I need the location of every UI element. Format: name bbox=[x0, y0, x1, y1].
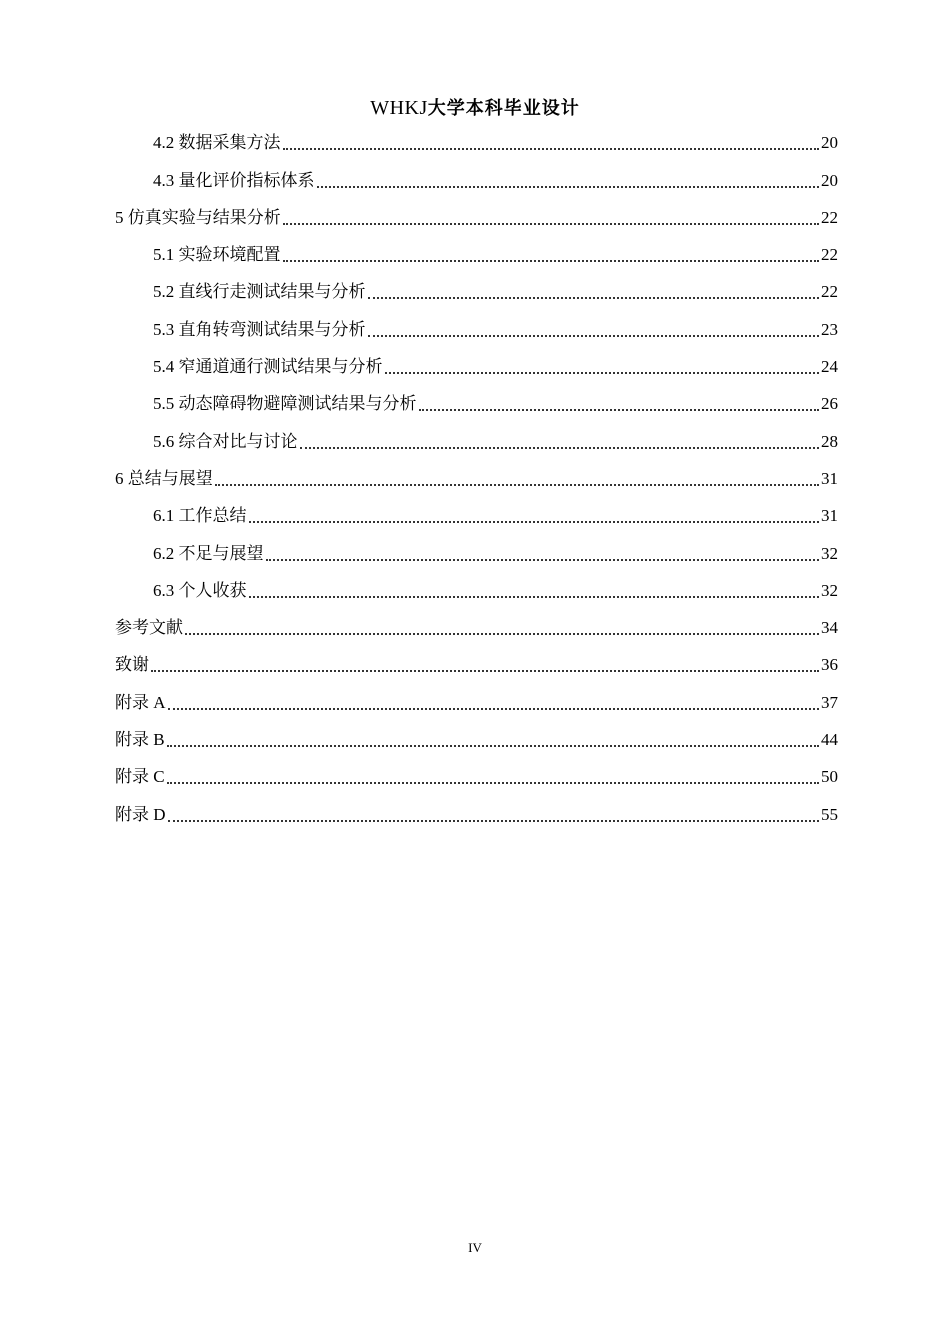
toc-leader-dots bbox=[317, 186, 820, 188]
toc-entry-page: 36 bbox=[821, 655, 838, 675]
toc-entry-page: 23 bbox=[821, 319, 838, 339]
toc-leader-dots bbox=[283, 223, 819, 225]
toc-leader-dots bbox=[151, 670, 819, 672]
toc-entry[interactable] bbox=[115, 529, 838, 566]
toc-entry-label: 4.2 数据采集方法 bbox=[153, 133, 281, 153]
toc-entry-label: 5.6 综合对比与讨论 bbox=[153, 431, 298, 451]
toc-leader-dots bbox=[215, 484, 819, 486]
toc-entry-label: 5.3 直角转弯测试结果与分析 bbox=[153, 319, 366, 339]
toc-entry-label: 附录 D bbox=[115, 804, 166, 824]
toc-entry-label: 6.1 工作总结 bbox=[153, 506, 247, 526]
toc-entry[interactable] bbox=[115, 753, 838, 790]
toc-entry[interactable] bbox=[115, 156, 838, 193]
toc-entry-page: 55 bbox=[821, 804, 838, 824]
toc-entry[interactable] bbox=[115, 305, 838, 342]
toc-leader-dots bbox=[249, 596, 820, 598]
toc-entry-label: 附录 A bbox=[115, 692, 166, 712]
toc-entry-page: 26 bbox=[821, 394, 838, 414]
toc-leader-dots bbox=[283, 260, 820, 262]
page-header bbox=[0, 94, 950, 120]
toc-entry-page: 32 bbox=[821, 580, 838, 600]
toc-leader-dots bbox=[385, 372, 820, 374]
toc-entry[interactable] bbox=[115, 231, 838, 268]
toc-leader-dots bbox=[283, 148, 820, 150]
toc-entry-page: 22 bbox=[821, 207, 838, 227]
toc-entry[interactable] bbox=[115, 343, 838, 380]
toc-leader-dots bbox=[168, 820, 819, 822]
toc-leader-dots bbox=[368, 297, 820, 299]
toc-entry[interactable] bbox=[115, 380, 838, 417]
toc-entry[interactable] bbox=[115, 194, 838, 231]
toc-leader-dots bbox=[300, 447, 820, 449]
toc-entry[interactable] bbox=[115, 604, 838, 641]
toc-entry-label: 5.1 实验环境配置 bbox=[153, 245, 281, 265]
toc-entry-page: 20 bbox=[821, 133, 838, 153]
toc-entry-label: 6.3 个人收获 bbox=[153, 580, 247, 600]
header-title: 大学本科毕业设计 bbox=[427, 98, 580, 119]
toc-entry-page: 34 bbox=[821, 618, 838, 638]
toc-entry-label: 5.2 直线行走测试结果与分析 bbox=[153, 282, 366, 302]
table-of-contents bbox=[115, 119, 838, 828]
toc-entry-label: 6.2 不足与展望 bbox=[153, 543, 264, 563]
toc-entry[interactable] bbox=[115, 790, 838, 827]
toc-entry-page: 50 bbox=[821, 767, 838, 787]
toc-entry[interactable] bbox=[115, 455, 838, 492]
toc-entry-label: 参考文献 bbox=[115, 618, 183, 638]
toc-entry[interactable] bbox=[115, 417, 838, 454]
toc-entry-label: 致谢 bbox=[115, 655, 149, 675]
toc-leader-dots bbox=[168, 708, 819, 710]
toc-entry-page: 44 bbox=[821, 730, 838, 750]
toc-entry-page: 22 bbox=[821, 282, 838, 302]
toc-entry[interactable] bbox=[115, 641, 838, 678]
toc-leader-dots bbox=[167, 782, 819, 784]
toc-leader-dots bbox=[266, 559, 820, 561]
toc-entry-page: 37 bbox=[821, 692, 838, 712]
toc-entry-label: 5.4 窄通道通行测试结果与分析 bbox=[153, 357, 383, 377]
toc-leader-dots bbox=[368, 335, 820, 337]
toc-entry[interactable] bbox=[115, 492, 838, 529]
toc-entry-label: 附录 B bbox=[115, 730, 165, 750]
toc-entry-page: 22 bbox=[821, 245, 838, 265]
toc-leader-dots bbox=[185, 633, 819, 635]
toc-leader-dots bbox=[167, 745, 819, 747]
toc-entry-label: 附录 C bbox=[115, 767, 165, 787]
toc-entry[interactable] bbox=[115, 268, 838, 305]
toc-entry[interactable] bbox=[115, 716, 838, 753]
toc-entry-page: 28 bbox=[821, 431, 838, 451]
toc-entry-page: 20 bbox=[821, 170, 838, 190]
toc-entry[interactable] bbox=[115, 567, 838, 604]
page-number: IV bbox=[468, 1240, 482, 1255]
toc-entry-page: 32 bbox=[821, 543, 838, 563]
toc-entry[interactable] bbox=[115, 119, 838, 156]
toc-entry-page: 31 bbox=[821, 468, 838, 488]
toc-leader-dots bbox=[419, 409, 820, 411]
toc-leader-dots bbox=[249, 521, 820, 523]
toc-entry-label: 5 仿真实验与结果分析 bbox=[115, 207, 281, 227]
toc-entry-label: 5.5 动态障碍物避障测试结果与分析 bbox=[153, 394, 417, 414]
header-mark: WHKJ bbox=[370, 97, 428, 119]
toc-entry-label: 6 总结与展望 bbox=[115, 468, 213, 488]
toc-entry-page: 24 bbox=[821, 357, 838, 377]
toc-entry-page: 31 bbox=[821, 506, 838, 526]
toc-entry[interactable] bbox=[115, 678, 838, 715]
toc-entry-label: 4.3 量化评价指标体系 bbox=[153, 170, 315, 190]
